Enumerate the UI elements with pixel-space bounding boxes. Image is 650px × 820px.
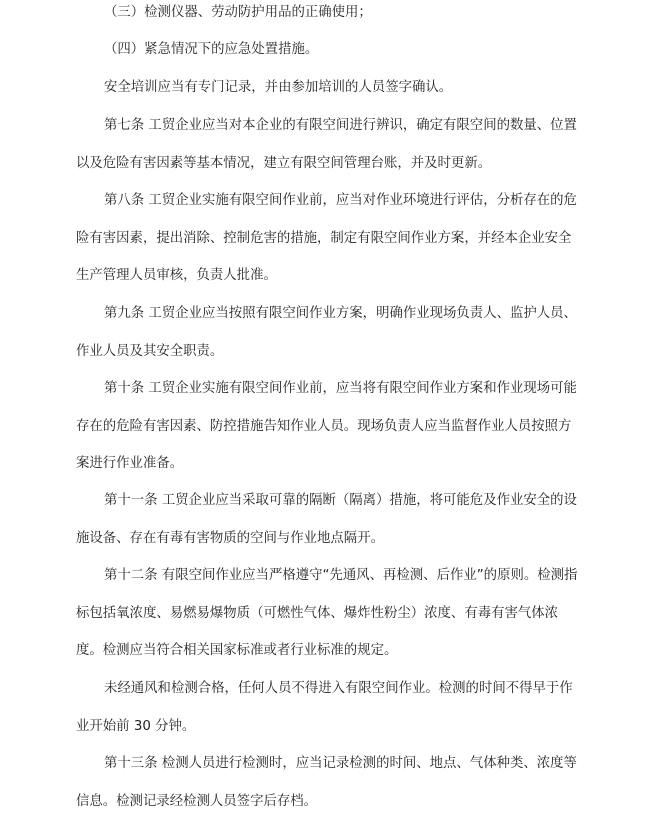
paragraph-article-12: 第十二条 有限空间作业应当严格遵守“先通风、再检测、后作业”的原则。检测指标包括氧浓度、易燃易爆物质（可燃性气体、爆炸性粉尘）浓度、有毒有害气体浓度。检测应当符合相关国家标准或者行业标准的规定。	[76, 568, 578, 658]
paragraph-ventilation-testing: 未经通风和检测合格，任何人员不得进入有限空间作业。检测的时间不得早于作业开始前 30 分钟。	[76, 681, 573, 734]
paragraph-article-10: 第十条 工贸企业实施有限空间作业前，应当将有限空间作业方案和作业现场可能存在的危险有害因素、防控措施告知作业人员。现场负责人应当监督作业人员按照方案进行作业准备。	[76, 381, 577, 471]
paragraph-item-3: （三）检测仪器、劳动防护用品的正确使用；	[104, 5, 372, 20]
paragraph-article-13: 第十三条 检测人员进行检测时，应当记录检测的时间、地点、气体种类、浓度等信息。检测记录经检测人员签字后存档。	[76, 756, 577, 809]
paragraph-item-4: （四）紧急情况下的应急处置措施。	[104, 42, 319, 57]
paragraph-article-7: 第七条 工贸企业应当对本企业的有限空间进行辨识，确定有限空间的数量、位置以及危险有害因素等基本情况，建立有限空间管理台账，并及时更新。	[76, 118, 577, 171]
paragraph-safety-training-record: 安全培训应当有专门记录，并由参加培训的人员签字确认。	[104, 80, 453, 95]
paragraph-article-8: 第八条 工贸企业实施有限空间作业前，应当对作业环境进行评估，分析存在的危险有害因素，提出消除、控制危害的措施，制定有限空间作业方案，并经本企业安全生产管理人员审核，负责人批准。	[76, 193, 577, 283]
paragraph-article-9: 第九条 工贸企业应当按照有限空间作业方案，明确作业现场负责人、监护人员、作业人员及其安全职责。	[76, 306, 577, 359]
paragraph-article-11: 第十一条 工贸企业应当采取可靠的隔断（隔离）措施，将可能危及作业安全的设施设备、存在有毒有害物质的空间与作业地点隔开。	[76, 493, 577, 546]
